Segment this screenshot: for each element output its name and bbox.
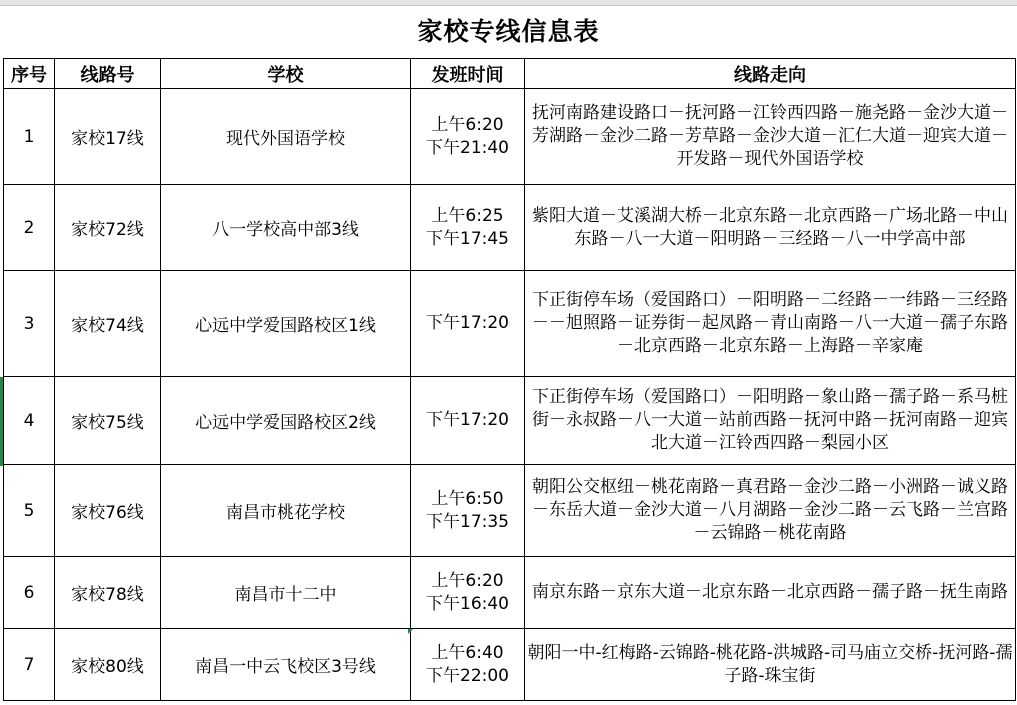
departure-time: 上午6:25 (431, 205, 504, 226)
cell-departure[interactable] (411, 557, 525, 629)
cell-seq[interactable]: 1 (4, 89, 55, 185)
cell-school[interactable]: 南昌市十二中 (161, 557, 411, 629)
cell-departure[interactable] (411, 185, 525, 271)
route-text: 南京东路－京东大道－北京东路－北京西路－孺子路－抚生南路 (532, 582, 1008, 602)
cell-seq[interactable]: 2 (4, 185, 55, 271)
cell-departure[interactable] (411, 89, 525, 185)
departure-time: 下午21:40 (426, 137, 509, 158)
table-row (4, 557, 1016, 629)
cell-school[interactable]: 南昌市桃花学校 (161, 465, 411, 557)
table-row (4, 89, 1016, 185)
departure-time: 下午17:35 (426, 511, 509, 532)
departure-time: 上午6:50 (431, 488, 504, 509)
cell-route[interactable] (525, 271, 1016, 377)
departure-time: 上午6:20 (431, 114, 504, 135)
route-text: 抚河南路建设路口－抚河路－江铃西四路－施尧路－金沙大道－芳湖路－金沙二路－芳草路－金沙大道－汇仁大道－迎宾大道－开发路－现代外国语学校 (532, 103, 1008, 169)
header-departure[interactable]: 发班时间 (411, 59, 525, 89)
cell-seq[interactable]: 5 (4, 465, 55, 557)
cell-departure[interactable] (411, 377, 525, 465)
cell-route[interactable] (525, 89, 1016, 185)
info-table (3, 58, 1016, 701)
departure-time: 下午17:20 (426, 410, 509, 430)
table-row (4, 185, 1016, 271)
route-text: 下正街停车场（爱国路口）－阳明路－象山路－孺子路－系马桩街－永叔路－八一大道－站前西路－抚河中路－抚河南路－迎宾北大道－江铃西四路－梨园小区 (532, 387, 1008, 453)
cell-departure[interactable] (411, 271, 525, 377)
table-row (4, 271, 1016, 377)
cell-line-no[interactable]: 家校72线 (55, 185, 161, 271)
header-route[interactable]: 线路走向 (525, 59, 1016, 89)
header-row (4, 59, 1016, 89)
departure-time: 下午17:20 (426, 313, 509, 333)
cell-route[interactable] (525, 377, 1016, 465)
cell-seq[interactable]: 7 (4, 629, 55, 701)
table-row (4, 629, 1016, 701)
route-text: 紫阳大道－艾溪湖大桥－北京东路－北京西路－广场北路－中山东路－八一大道－阳明路－三经路－八一中学高中部 (532, 205, 1008, 249)
cell-line-no[interactable]: 家校80线 (55, 629, 161, 701)
cell-school[interactable]: 南昌一中云飞校区3号线 (161, 629, 411, 701)
cell-seq[interactable]: 3 (4, 271, 55, 377)
cell-line-no[interactable]: 家校74线 (55, 271, 161, 377)
cell-route[interactable] (525, 465, 1016, 557)
sheet-title: 家校专线信息表 (417, 17, 600, 46)
cell-route[interactable] (525, 629, 1016, 701)
comment-indicator-icon (408, 629, 413, 634)
table-row (4, 465, 1016, 557)
header-school[interactable]: 学校 (161, 59, 411, 89)
departure-time: 上午6:20 (431, 570, 504, 591)
departure-time: 下午22:00 (426, 665, 509, 686)
header-seq[interactable]: 序号 (4, 59, 55, 89)
cell-route[interactable] (525, 185, 1016, 271)
cell-seq[interactable]: 4 (4, 377, 55, 465)
cell-line-no[interactable]: 家校75线 (55, 377, 161, 465)
route-text: 朝阳公交枢纽－桃花南路－真君路－金沙二路－小洲路－诚义路－东岳大道－金沙大道－八月湖路－金沙二路－云飞路－兰宫路－云锦路－桃花南路 (532, 477, 1008, 543)
cell-school[interactable]: 八一学校高中部3线 (161, 185, 411, 271)
departure-time: 下午17:45 (426, 228, 509, 249)
cell-seq[interactable]: 6 (4, 557, 55, 629)
departure-time: 上午6:40 (431, 642, 504, 663)
cell-departure[interactable] (411, 465, 525, 557)
cell-departure[interactable] (411, 629, 525, 701)
route-text: 朝阳一中-红梅路-云锦路-桃花路-洪城路-司马庙立交桥-抚河路-孺子路-珠宝街 (527, 642, 1013, 686)
route-text: 下正街停车场（爱国路口）－阳明路－二经路－一纬路－三经路－－旭照路－证券街－起凤路－青山南路－八一大道－孺子东路－北京西路－北京东路－上海路－辛家庵 (532, 290, 1008, 356)
cell-school[interactable]: 心远中学爱国路校区2线 (161, 377, 411, 465)
cell-school[interactable]: 现代外国语学校 (161, 89, 411, 185)
header-line-no[interactable]: 线路号 (55, 59, 161, 89)
cell-route[interactable] (525, 557, 1016, 629)
table-row (4, 377, 1016, 465)
cell-line-no[interactable]: 家校17线 (55, 89, 161, 185)
cell-line-no[interactable]: 家校78线 (55, 557, 161, 629)
cell-school[interactable]: 心远中学爱国路校区1线 (161, 271, 411, 377)
cell-line-no[interactable]: 家校76线 (55, 465, 161, 557)
departure-time: 下午16:40 (426, 593, 509, 614)
